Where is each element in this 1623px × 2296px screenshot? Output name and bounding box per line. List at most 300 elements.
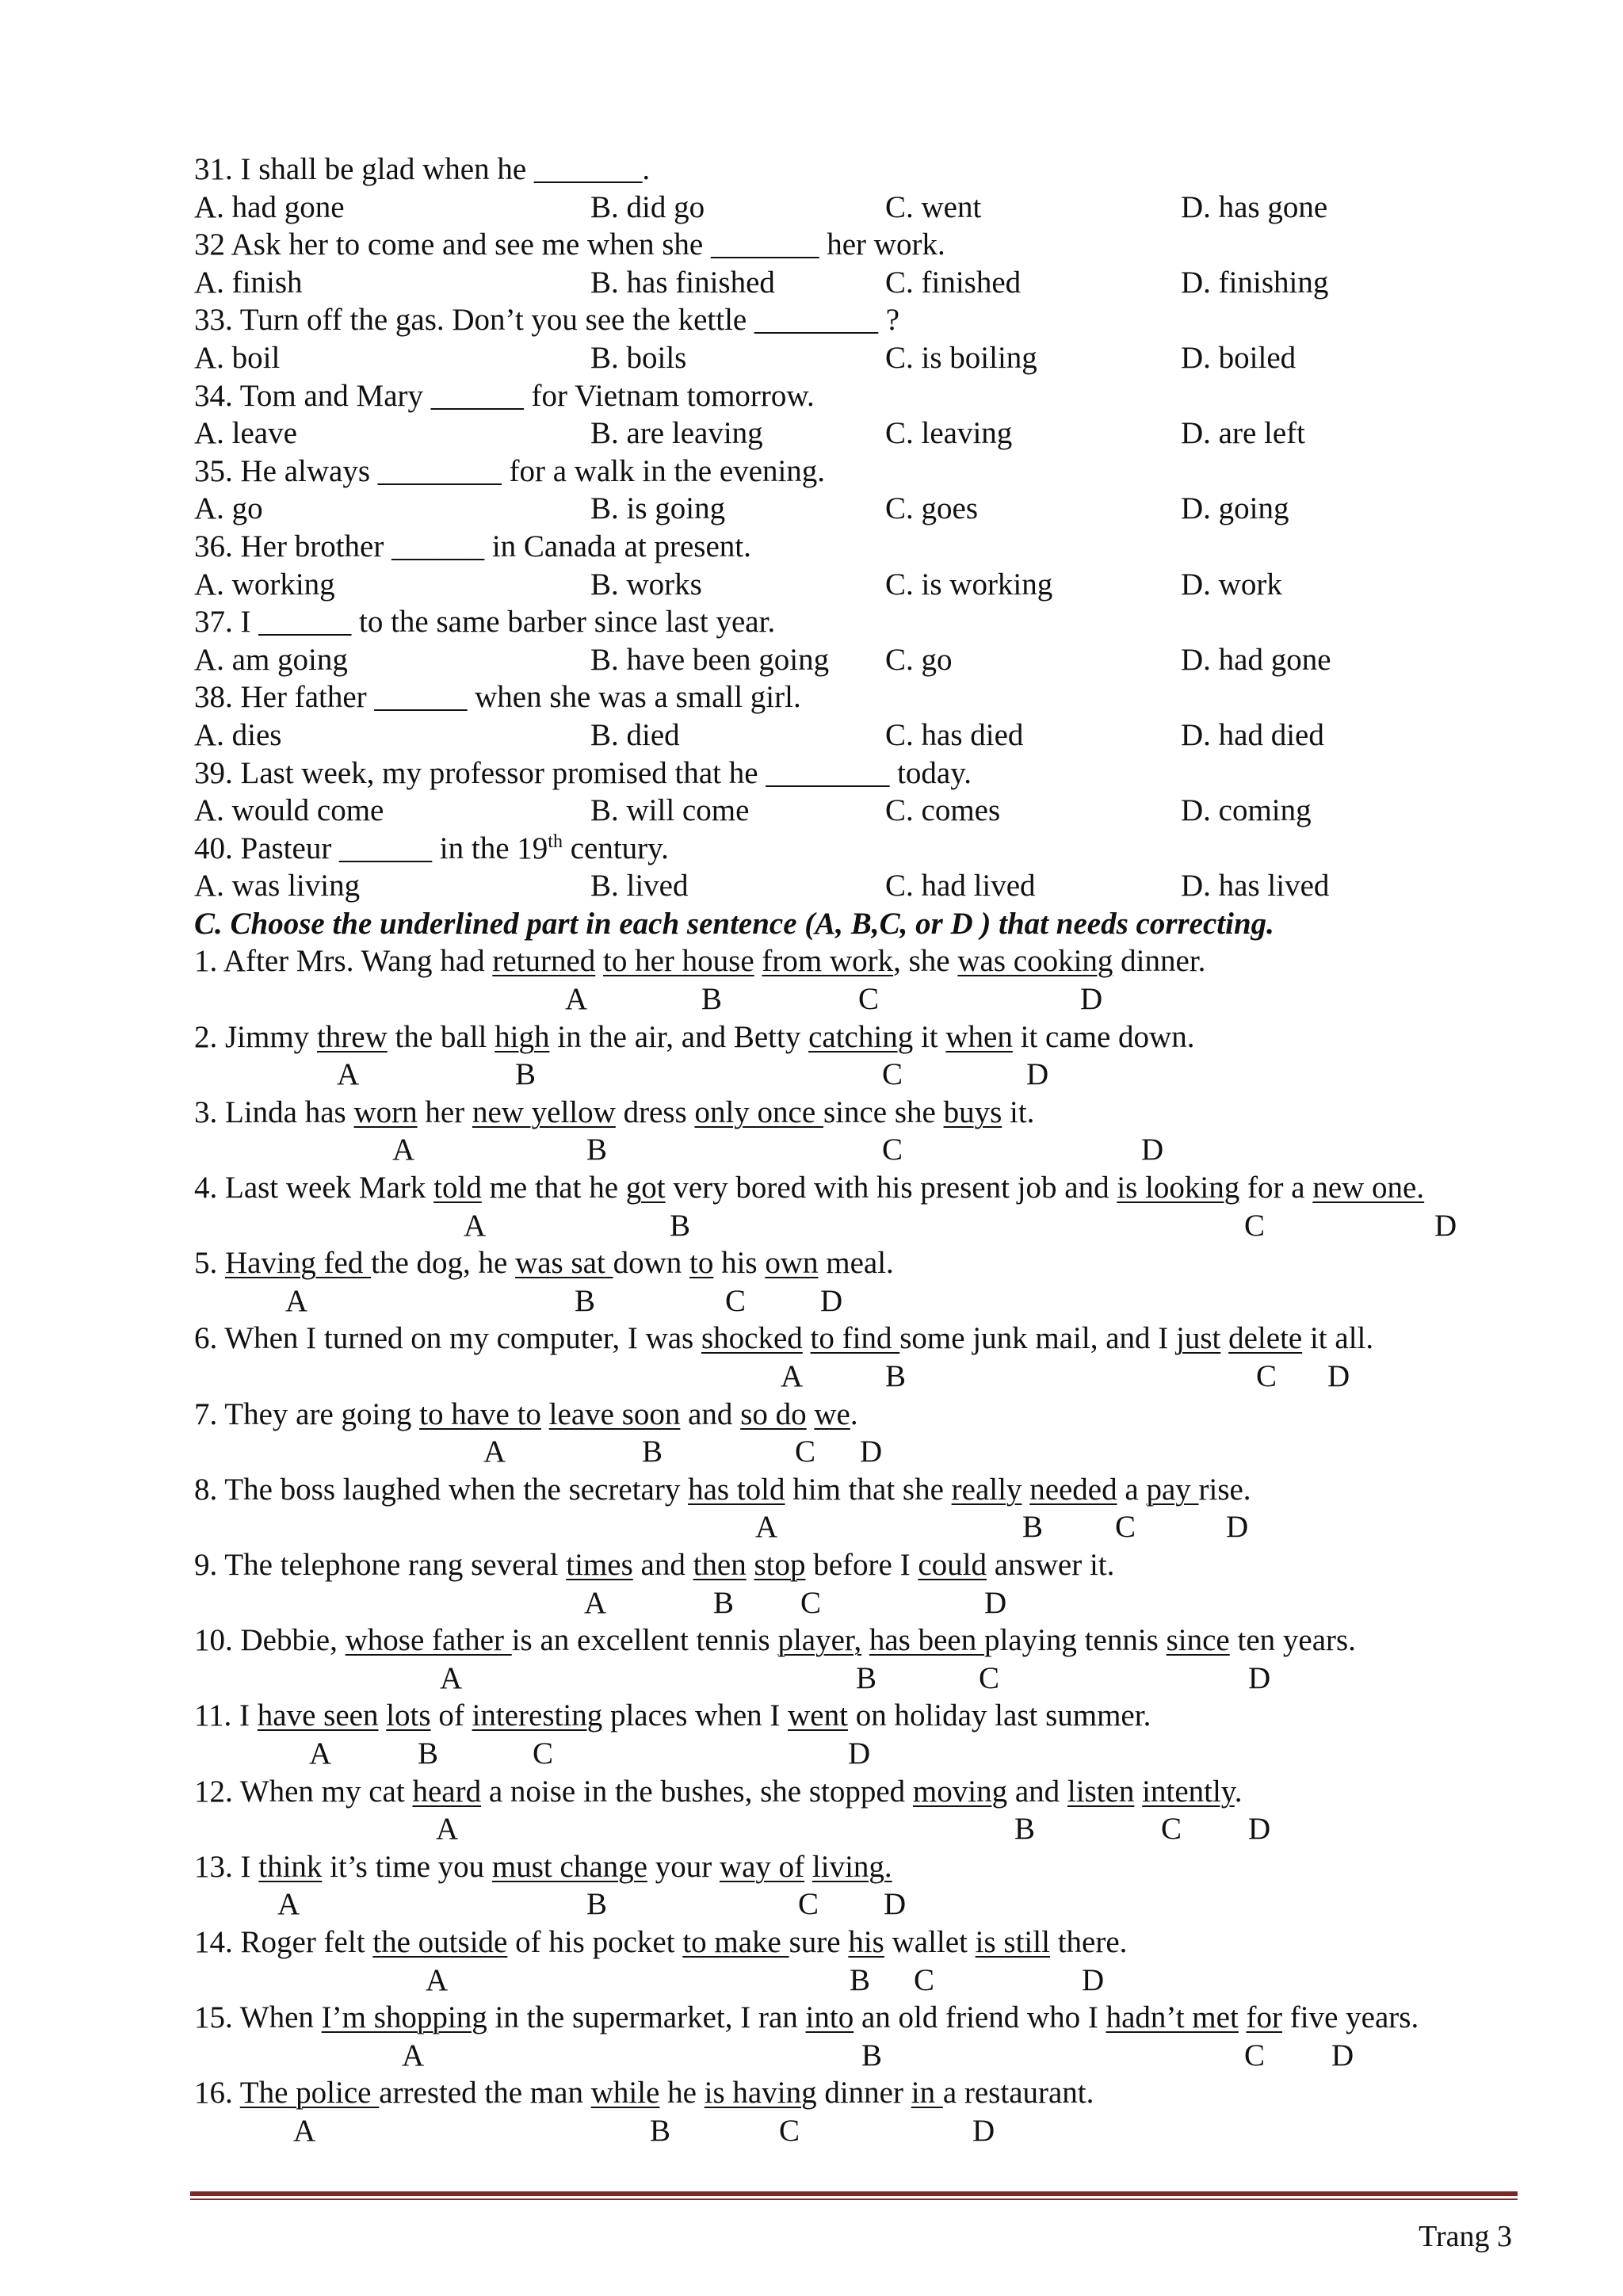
option: B. is going [590,491,726,526]
sentence-text: arrested the man [379,2076,591,2111]
underlined-part: high [495,1019,550,1054]
option: A. working [194,567,335,602]
answer-letter: C [914,1962,935,1997]
underlined-part: to make [682,1924,789,1959]
sentence-text: 6. When I turned on my computer, I was [194,1321,701,1356]
answer-letter: A [565,982,588,1017]
answer-letter: C [979,1660,1000,1695]
option: C. went [885,189,982,224]
question-40-stem: 40. Pasteur ______ in the 19th century. [194,831,669,865]
answer-letter: C [800,1585,822,1620]
sentence-text: it [913,1019,946,1054]
sentence-text: it came down. [1012,1019,1195,1054]
underlined-part: own [765,1246,819,1281]
sentence-text: your [647,1849,720,1884]
answer-letter: C [1244,2038,1266,2073]
underlined-part: hadn’t met [1106,2000,1239,2035]
correction-sentence [194,1471,1541,1509]
sentence-text: meal. [818,1246,894,1281]
option: C. goes [885,491,978,526]
option: A. boil [194,340,281,375]
sentence-text: him that she [785,1472,952,1507]
sentence-text: 5. [194,1246,225,1281]
answer-letter: C [1161,1812,1182,1847]
sentence-text: 15. When [194,2000,322,2035]
option: B. lived [590,869,689,904]
option: A. am going [194,642,348,677]
option: D. has lived [1181,869,1330,904]
sentence-text: 4. Last week Mark [194,1171,434,1205]
answer-letter: A [464,1208,487,1243]
question-options [194,415,1541,453]
answer-letter: D [848,1736,871,1771]
sentence-text [378,1698,386,1733]
option: A. was living [194,869,361,904]
answer-letters [194,1885,1541,1924]
footer-rule [190,2191,1518,2196]
sentence-text: 9. The telephone rang several [194,1547,567,1582]
underlined-part: is having [704,2076,817,2111]
underlined-part: really [951,1472,1022,1507]
sentence-text: he [659,2076,705,2111]
underlined-part: listen [1067,1774,1135,1809]
option: C. leaving [885,416,1013,451]
answer-letters [194,2112,1541,2150]
underlined-part: heard [412,1774,482,1809]
answer-letters [194,1962,1541,2000]
underlined-part: I’m shopping [321,2000,487,2035]
sentence-text: it all. [1302,1321,1374,1356]
answer-letters [194,1810,1541,1848]
sentence-text: of his pocket [507,1924,683,1959]
question-stem: 33. Turn off the gas. Don’t you see the kettle ________ ? [194,303,900,338]
answer-letter: B [418,1736,439,1771]
answer-letter: B [1022,1510,1044,1545]
correction-sentence [194,942,1541,980]
sentence-text [1239,2000,1247,2034]
answer-letter: B [861,2038,883,2073]
sentence-text: 14. Roger felt [194,1924,373,1959]
sentence-text: it’s time you [322,1849,492,1884]
underlined-part: worn [353,1095,418,1129]
sentence-text: very bored with his present job and [665,1171,1117,1205]
underlined-part: since [1166,1623,1230,1658]
underlined-part: so do [740,1396,807,1431]
sentence-text: it. [1002,1095,1035,1129]
answer-letter: A [440,1660,463,1695]
multiple-choice-section [194,151,1541,830]
answer-letter: B [1014,1812,1036,1847]
correction-sentence [194,1924,1541,1962]
underlined-part: moving [912,1774,1008,1809]
question-stem: 39. Last week, my professor promised that he ________ today. [194,755,972,790]
question-stem: 31. I shall be glad when he _______. [194,152,651,186]
sentence-text: in the supermarket, I ran [487,2000,806,2035]
sentence-text [1220,1321,1228,1355]
option: D. has gone [1181,189,1328,224]
sentence-text: of [430,1698,472,1733]
correction-sentence [194,1244,1541,1282]
option: D. work [1181,567,1282,602]
sentence-text: and [680,1396,741,1431]
correction-sentence [194,2074,1541,2112]
sentence-text: and [632,1547,693,1582]
answer-letter: B [885,1359,907,1393]
sentence-text: . [1234,1774,1243,1809]
answer-letter: B [713,1585,735,1620]
answer-letter: A [426,1962,449,1997]
answer-letter: D [1082,1962,1105,1997]
answer-letters [194,1282,1541,1320]
sentence-text [1022,1473,1029,1507]
sentence-text: an old friend who I [854,2000,1106,2035]
sentence-text: since she [823,1095,944,1129]
underlined-part: just [1176,1321,1221,1356]
option: A. go [194,491,263,526]
answer-letter: B [650,2113,671,2148]
answer-letter: D [1226,1510,1249,1545]
option: A. leave [194,416,297,451]
option: B. did go [590,189,705,224]
underlined-part: threw [316,1019,388,1054]
answer-letter: C [798,1887,819,1922]
sentence-text: me that he [481,1171,626,1205]
underlined-part: went [788,1698,848,1733]
answer-letter: C [795,1435,816,1469]
correction-sentence [194,1546,1541,1584]
option: B. died [590,717,680,752]
correction-sentence [194,1396,1541,1434]
sentence-text: dinner [816,2076,911,2111]
answer-letter: D [1248,1660,1271,1695]
sentence-text [541,1397,549,1431]
question-options [194,716,1541,755]
sentence-text: his [713,1246,766,1281]
option: C. has died [885,717,1024,752]
underlined-part: needed [1029,1472,1117,1507]
answer-letter: D [1141,1133,1164,1167]
underlined-part: was sat [515,1246,613,1281]
answer-letters [194,1207,1541,1245]
option: B. has finished [590,265,775,300]
underlined-part: got [625,1171,666,1205]
answer-letter: B [642,1435,663,1469]
underlined-part: could [918,1547,987,1582]
answer-letter: A [436,1812,459,1847]
answer-letter: B [575,1283,596,1318]
correction-sentence [194,1848,1541,1886]
answer-letter: C [882,1133,903,1167]
answer-letter: B [856,1660,877,1695]
option: B. have been going [590,642,830,677]
answer-letter: A [402,2038,425,2073]
sentence-text: , she [893,944,958,979]
answer-letter: A [584,1585,607,1620]
answer-letters [194,1131,1541,1169]
underlined-part: to her house [603,944,754,979]
sentence-text: a [1117,1472,1147,1507]
sentence-text [595,944,603,978]
sentence-text: 1. After Mrs. Wang had [194,944,493,979]
answer-letter: B [670,1208,691,1243]
option: D. are left [1181,416,1305,451]
option: C. had lived [885,869,1036,904]
option: B. works [590,567,702,602]
correction-sentence [194,1999,1541,2037]
answer-letter: D [1327,1359,1350,1393]
underlined-part: is looking [1117,1171,1240,1205]
answer-letter: C [858,982,880,1017]
underlined-part: to find [810,1321,900,1356]
answer-letter: C [1115,1510,1136,1545]
option: D. had gone [1181,642,1331,677]
answer-letter: A [337,1057,360,1092]
footer-rule-thin [190,2199,1518,2200]
sentence-text: rise. [1198,1472,1251,1507]
answer-letter: B [701,982,723,1017]
answer-letter: C [779,2113,800,2148]
option: D. finishing [1181,265,1329,300]
sentence-text: a restaurant. [942,2076,1094,2111]
sentence-text: dinner. [1113,944,1206,979]
sentence-text [754,944,762,978]
sentence-text: wallet [884,1924,976,1959]
underlined-part: catching [808,1019,914,1054]
underlined-part: to have to [419,1396,541,1431]
option: C. is boiling [885,340,1037,375]
answer-letters [194,1660,1541,1698]
sentence-text [804,1850,812,1884]
option: D. boiled [1181,340,1296,375]
answer-letter: A [293,2113,316,2148]
answer-letter: C [1256,1359,1277,1393]
option: A. would come [194,793,384,828]
question-stem: 34. Tom and Mary ______ for Vietnam tomorrow. [194,378,815,413]
question-stem: 35. He always ________ for a walk in the evening. [194,453,826,488]
answer-letter: D [1434,1208,1457,1243]
answer-letter: A [755,1510,778,1545]
correction-sentence [194,1697,1541,1735]
question-stem: 32 Ask her to come and see me when she _______ her work. [194,227,945,262]
question-40 [194,830,1541,868]
answer-letter: D [984,1585,1007,1620]
answer-letter: D [860,1435,883,1469]
sentence-text: 16. [194,2076,240,2111]
sentence-text: 11. I [194,1698,258,1733]
underlined-part: was cooking [957,944,1113,979]
sentence-text: 7. They are going [194,1396,420,1431]
option: D. had died [1181,717,1324,752]
question-options [194,264,1541,302]
underlined-part: whose father [345,1623,512,1658]
underlined-part: the outside [372,1924,508,1959]
page-number: Trang 3 [1419,2220,1512,2253]
sentence-text [803,1321,811,1355]
option: D. coming [1181,793,1312,828]
worksheet-body [194,151,1541,2149]
answer-letter: C [533,1736,554,1771]
underlined-part: shocked [701,1321,803,1356]
underlined-part: from work [762,944,894,979]
correction-sentence [194,1018,1541,1056]
underlined-part: to [689,1246,714,1281]
answer-letter: C [725,1283,747,1318]
underlined-part: is still [975,1924,1050,1959]
underlined-part: in [911,2076,943,2111]
underlined-part: while [590,2076,660,2111]
underlined-part: his [848,1924,884,1959]
underlined-part: for [1246,2000,1283,2035]
underlined-part: lots [386,1698,431,1733]
answer-letter: B [586,1133,608,1167]
sentence-text: dress [615,1095,695,1129]
underlined-part: pay [1146,1472,1199,1507]
answer-letter: B [850,1962,871,1997]
underlined-part: stop [754,1547,806,1582]
answer-letters [194,1056,1541,1094]
answer-letter: A [285,1283,308,1318]
correction-sentence [194,1169,1541,1207]
underlined-part: then [693,1547,747,1582]
question-stem: 37. I ______ to the same barber since last year. [194,605,776,640]
option: C. finished [885,265,1022,300]
underlined-part: living. [812,1849,892,1884]
sentence-text: in the air, and Betty [549,1019,809,1054]
underlined-part: buys [943,1095,1002,1129]
sentence-text: a noise in the bushes, she stopped [481,1774,913,1809]
underlined-part: interesting [472,1698,603,1733]
sentence-text: her [417,1095,472,1129]
answer-letter: B [586,1887,608,1922]
question-options [194,189,1541,227]
answer-letter: C [1244,1208,1266,1243]
underlined-part: The police [239,2076,380,2111]
answer-letters [194,1358,1541,1396]
option: B. boils [590,340,687,375]
underlined-part: new yellow [472,1095,616,1129]
sentence-text: places when I [602,1698,789,1733]
answer-letter: D [1331,2038,1354,2073]
underlined-part: we [814,1396,850,1431]
sentence-text: and [1007,1774,1067,1809]
sentence-text: sure [789,1924,849,1959]
option: C. go [885,642,953,677]
underlined-part: must change [491,1849,647,1884]
sentence-text: ten years. [1229,1623,1356,1658]
sentence-text: playing tennis [983,1623,1167,1658]
underlined-part: has been [869,1623,984,1658]
sentence-text: 2. Jimmy [194,1019,317,1054]
answer-letter: A [483,1435,506,1469]
answer-letter: A [277,1887,300,1922]
underlined-part: into [805,2000,854,2035]
answer-letters [194,1433,1541,1471]
correction-sentence [194,1773,1541,1811]
option: A. had gone [194,189,345,224]
underlined-part: leave soon [548,1396,681,1431]
answer-letter: D [820,1283,843,1318]
sentence-text: answer it. [987,1547,1115,1582]
option: B. will come [590,793,750,828]
sentence-text: before I [805,1547,918,1582]
sentence-text: for a [1239,1171,1313,1205]
answer-letters [194,2037,1541,2075]
underlined-part: has told [688,1472,785,1507]
answer-letter: A [309,1736,332,1771]
answer-letter: C [882,1057,903,1092]
answer-letter: A [781,1359,804,1393]
sentence-text: 10. Debbie, [194,1623,346,1658]
correction-sentence [194,1320,1541,1358]
underlined-part: only once [694,1095,823,1129]
sentence-text: on holiday last summer. [847,1698,1151,1733]
answer-letter: B [515,1057,537,1092]
sentence-text: some junk mail, and I [899,1321,1176,1356]
answer-letters [194,1584,1541,1622]
underlined-part: Having fed [225,1246,372,1281]
sentence-text: 3. Linda has [194,1095,354,1129]
underlined-part: way of [719,1849,805,1884]
option: D. going [1181,491,1289,526]
option: A. finish [194,265,303,300]
underlined-part: intently [1142,1774,1235,1809]
correction-sentence [194,1094,1541,1132]
underlined-part: told [433,1171,482,1205]
answer-letter: D [1026,1057,1049,1092]
question-options [194,490,1541,528]
sentence-text: there. [1049,1924,1128,1959]
answer-letter: A [392,1133,415,1167]
question-stem: 36. Her brother ______ in Canada at present. [194,529,751,563]
option: C. comes [885,793,1001,828]
question-options [194,339,1541,377]
sentence-text: down [613,1246,689,1281]
underlined-part: new one. [1312,1171,1425,1205]
option: A. dies [194,717,282,752]
underlined-part: when [945,1019,1013,1054]
option: C. is working [885,567,1053,602]
underlined-part: think [258,1849,323,1884]
sentence-text [1134,1775,1142,1809]
sentence-text: 13. I [194,1849,259,1884]
sentence-text [807,1397,815,1431]
sentence-text: the dog, he [371,1246,516,1281]
answer-letter: D [1080,982,1103,1017]
underlined-part: times [566,1547,633,1582]
sentence-text: five years. [1282,2000,1419,2035]
answer-letters [194,1735,1541,1773]
sentence-text [861,1623,869,1657]
answer-letter: D [972,2113,995,2148]
question-40-options [194,867,1541,905]
sentence-text: 12. When my cat [194,1774,413,1809]
underlined-part: have seen [257,1698,379,1733]
question-options [194,566,1541,604]
underlined-part: player, [777,1623,862,1658]
answer-letters [194,980,1541,1018]
answer-letter: D [1248,1812,1271,1847]
error-correction-section [194,942,1541,2149]
answer-letter: D [884,1887,907,1922]
sentence-text: is an excellent tennis [511,1623,778,1658]
question-options [194,792,1541,830]
sentence-text: . [850,1396,858,1431]
answer-letters [194,1508,1541,1546]
question-stem: 38. Her father ______ when she was a small girl. [194,680,801,715]
underlined-part: returned [492,944,596,979]
option: B. are leaving [590,416,763,451]
question-options [194,641,1541,679]
